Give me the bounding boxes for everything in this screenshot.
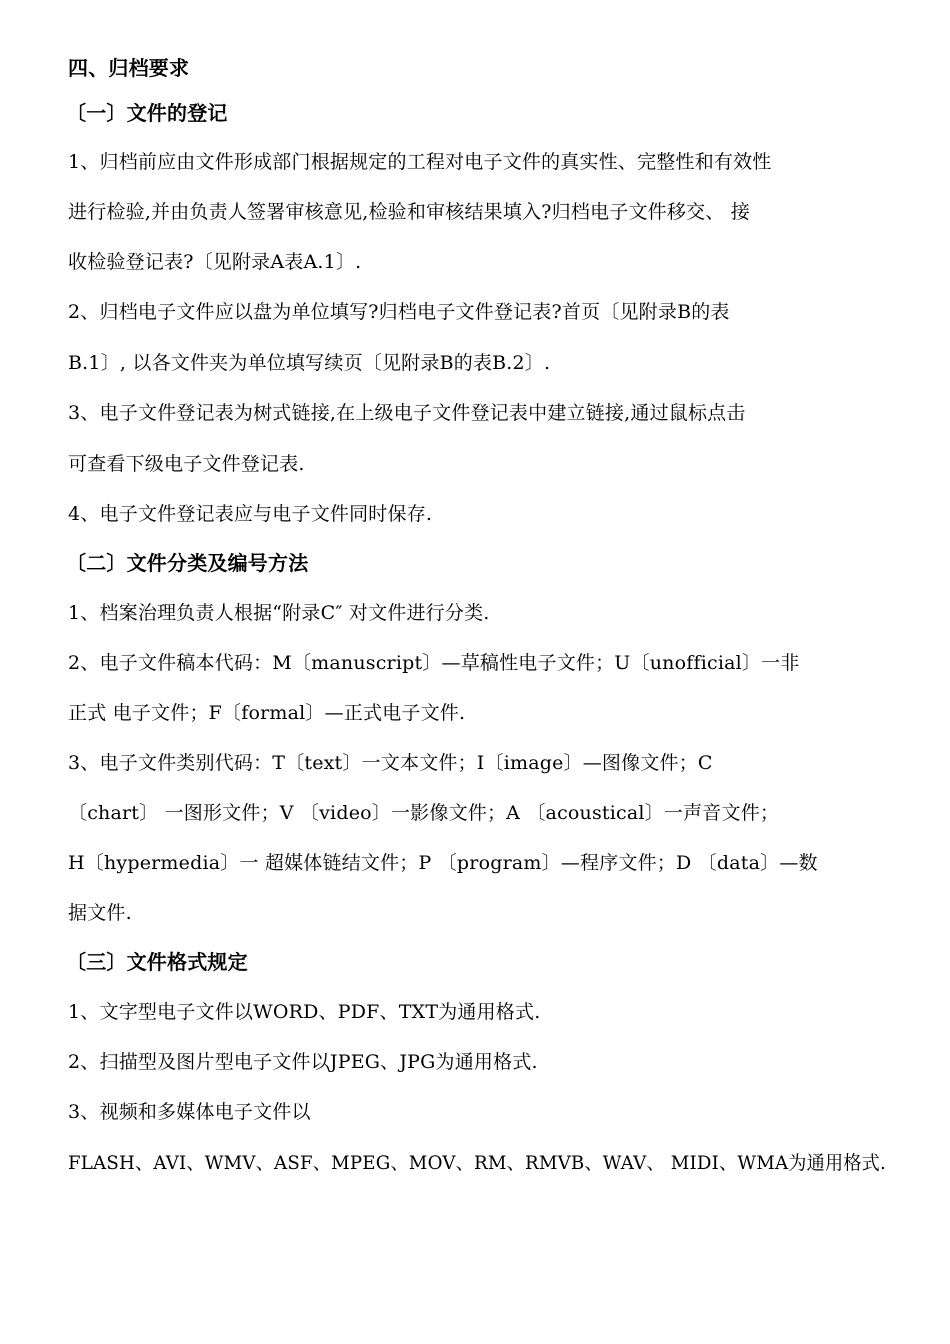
section-title-registration: 〔一〕文件的登记 (66, 101, 228, 125)
paragraph-line: 1、文字型电子文件以WORD、PDF、TXT为通用格式. (68, 1001, 541, 1023)
paragraph-line: 1、归档前应由文件形成部门根据规定的工程对电子文件的真实性、完整性和有效性 (68, 151, 772, 173)
paragraph-line: 可查看下级电子文件登记表. (68, 453, 305, 475)
paragraph-line: 2、归档电子文件应以盘为单位填写?归档电子文件登记表?首页〔见附录B的表 (68, 301, 730, 323)
section-title-format: 〔三〕文件格式规定 (66, 950, 248, 974)
main-heading: 四、归档要求 (68, 56, 190, 80)
paragraph-line: FLASH、AVI、WMV、ASF、MPEG、MOV、RM、RMVB、WAV、 MIDI、WMA为通用格式. (68, 1152, 887, 1174)
paragraph-line: 3、电子文件类别代码：T〔text〕一文本文件；I〔image〕—图像文件；C (68, 752, 713, 774)
paragraph-line: H〔hypermedia〕一 超媒体链结文件；P 〔program〕—程序文件；D 〔data〕—数 (68, 852, 818, 874)
paragraph-line: 正式 电子文件；F〔formal〕—正式电子文件. (68, 702, 466, 724)
section-title-classification: 〔二〕文件分类及编号方法 (66, 551, 309, 575)
paragraph-line: 2、电子文件稿本代码：M〔manuscript〕—草稿性电子文件；U〔unofficial〕一非 (68, 652, 800, 674)
paragraph-line: 〔chart〕 一图形文件；V 〔video〕一影像文件；A 〔acoustical〕一声音文件； (68, 802, 780, 824)
paragraph-line: 收检验登记表?〔见附录A表A.1〕. (68, 251, 362, 273)
paragraph-line: 据文件. (68, 902, 132, 924)
paragraph-line: 4、电子文件登记表应与电子文件同时保存. (68, 503, 433, 525)
paragraph-line: 3、视频和多媒体电子文件以 (68, 1101, 311, 1123)
paragraph-line: 2、扫描型及图片型电子文件以JPEG、JPG为通用格式. (68, 1051, 538, 1073)
paragraph-line: B.1〕, 以各文件夹为单位填写续页〔见附录B的表B.2〕. (68, 352, 551, 374)
paragraph-line: 3、电子文件登记表为树式链接,在上级电子文件登记表中建立链接,通过鼠标点击 (68, 402, 746, 424)
paragraph-line: 进行检验,并由负责人签署审核意见,检验和审核结果填入?归档电子文件移交、 接 (68, 201, 750, 223)
paragraph-line: 1、档案治理负责人根据“附录C″ 对文件进行分类. (68, 602, 490, 624)
